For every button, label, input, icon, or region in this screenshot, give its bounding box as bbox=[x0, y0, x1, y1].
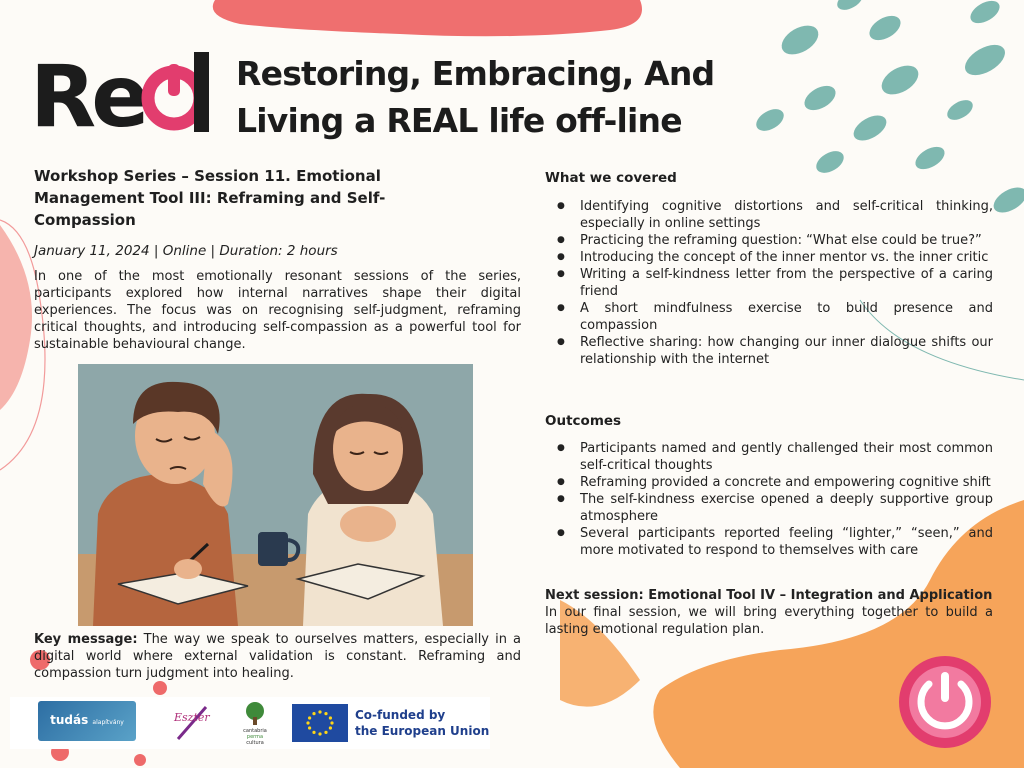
svg-text:Re: Re bbox=[30, 48, 145, 143]
list-item: ● Participants named and gently challenged their most common self-critical thoughts bbox=[545, 440, 993, 474]
outcomes-heading: Outcomes bbox=[545, 413, 622, 429]
tudas-name: tudás bbox=[50, 713, 89, 727]
eszter-logo bbox=[170, 701, 214, 745]
page-title bbox=[236, 50, 756, 144]
partner-logos bbox=[10, 697, 490, 749]
perma-line-3: cultura bbox=[246, 740, 264, 746]
perma-line-2: perma bbox=[246, 734, 264, 740]
tudas-logo bbox=[38, 701, 136, 741]
list-item: ● Reframing provided a concrete and empowering cognitive shift bbox=[545, 474, 993, 491]
tudas-sub: alapítvány bbox=[92, 719, 124, 726]
next-session-text: In our final session, we will bring everything together to build a lasting emotional regulation plan. bbox=[545, 605, 993, 637]
covered-list bbox=[545, 198, 993, 368]
list-item: ● Introducing the concept of the inner mentor vs. the inner critic bbox=[545, 249, 993, 266]
cofunded-text bbox=[355, 707, 489, 739]
cofunded-line-1: Co-funded by bbox=[355, 708, 446, 722]
cofunded-line-2: the European Union bbox=[355, 724, 490, 738]
what-we-covered-heading: What we covered bbox=[545, 170, 677, 186]
list-item: ● Practicing the reframing question: “What else could be true?” bbox=[545, 232, 993, 249]
list-item: ● Identifying cognitive distortions and self-critical thinking, especially in online settings bbox=[545, 198, 993, 232]
list-item: ● Several participants reported feeling “lighter,” “seen,” and more motivated to respond to themselves with care bbox=[545, 525, 993, 559]
key-message-text: The way we speak to ourselves matters, especially in a digital world where external validation is constant. Reframing and compassion turn judgment into healing. bbox=[34, 632, 521, 681]
list-item: ● A short mindfulness exercise to build presence and compassion bbox=[545, 300, 993, 334]
outcomes-list bbox=[545, 440, 993, 559]
session-meta: January 11, 2024 | Online | Duration: 2 hours bbox=[34, 243, 338, 259]
session-title: Workshop Series – Session 11. Emotional Management Tool III: Reframing and Self-Compassion bbox=[34, 167, 386, 229]
list-item: ● Reflective sharing: how changing our inner dialogue shifts our relationship with the internet bbox=[545, 334, 993, 368]
list-item: ● Writing a self-kindness letter from the perspective of a caring friend bbox=[545, 266, 993, 300]
power-icon bbox=[895, 652, 995, 752]
eu-flag-icon bbox=[292, 704, 348, 742]
pink-blob-left bbox=[0, 225, 32, 410]
title-line-1: Restoring, Embracing, And bbox=[236, 54, 715, 93]
list-item: ● The self-kindness exercise opened a deeply supportive group atmosphere bbox=[545, 491, 993, 525]
key-message-label: Key message: bbox=[34, 632, 138, 647]
title-line-2: Living a REAL life off-line bbox=[236, 101, 682, 140]
intro-paragraph: In one of the most emotionally resonant sessions of the series, participants explored how internal narratives shape their digital experiences. The focus was on recognising self-judgment, reframing critical thoughts, and introducing self-compassion as a powerful tool for sustainable behavioural change. bbox=[34, 269, 521, 352]
next-session-heading: Next session: Emotional Tool IV – Integration and Application bbox=[545, 588, 993, 603]
real-logo bbox=[30, 48, 220, 143]
key-message bbox=[34, 631, 521, 682]
permacultura-logo bbox=[235, 699, 275, 747]
teal-drops bbox=[753, 0, 1024, 218]
next-session bbox=[545, 587, 993, 638]
eszter-text: Eszter bbox=[174, 711, 210, 724]
coral-blob-top bbox=[213, 0, 642, 36]
workshop-illustration bbox=[78, 364, 473, 626]
perma-line-1: cantabria bbox=[243, 728, 267, 734]
